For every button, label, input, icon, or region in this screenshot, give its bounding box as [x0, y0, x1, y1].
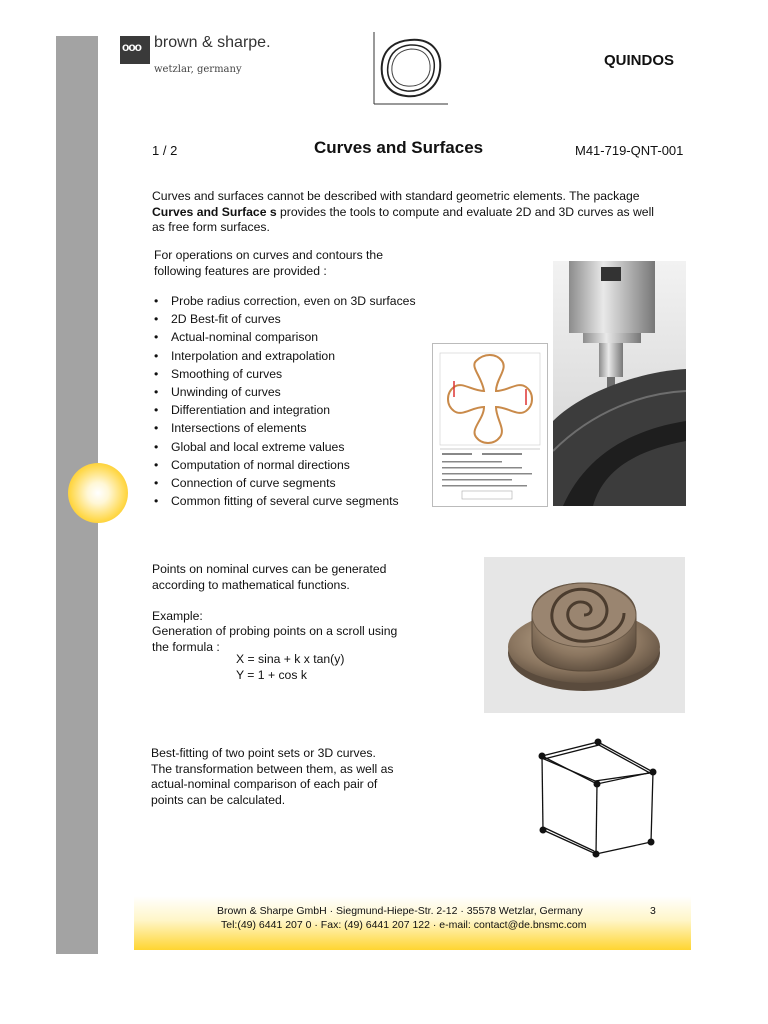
example-label: Example: — [152, 608, 203, 623]
list-item: • Connection of curve segments — [152, 474, 416, 492]
list-item: • Computation of normal directions — [152, 456, 416, 474]
list-item: • Interpolation and extrapolation — [152, 347, 416, 365]
intro-line-2-text: provides the tools to compute and evaluate 2D and 3D curves as well — [276, 204, 654, 219]
document-number: M41-719-QNT-001 — [575, 143, 684, 158]
bestfit-line-2: The transformation between them, as well as — [151, 761, 394, 776]
list-item: • Intersections of elements — [152, 419, 416, 437]
measurement-report-image — [432, 343, 548, 507]
list-item: • Global and local extreme values — [152, 438, 416, 456]
list-item: • Smoothing of curves — [152, 365, 416, 383]
list-item: • Probe radius correction, even on 3D surfaces — [152, 292, 416, 310]
features-lead-line-2: following features are provided : — [154, 263, 327, 278]
list-item: • 2D Best-fit of curves — [152, 310, 416, 328]
nominal-line-1: Points on nominal curves can be generated — [152, 562, 387, 576]
intro-line-3: as free form surfaces. — [152, 220, 270, 234]
package-name: Curves and Surface s — [152, 204, 277, 219]
company-name: brown & sharpe. — [154, 34, 271, 51]
glowing-orb-decoration — [68, 463, 128, 523]
footer-address: Brown & Sharpe GmbH · Siegmund-Hiepe-Str. 2-12 · 35578 Wetzlar, Germany — [217, 905, 583, 917]
intro-paragraph — [152, 189, 692, 236]
list-item: • Common fitting of several curve segments — [152, 492, 416, 510]
formula-x: X = sina + k x tan(y) — [236, 652, 345, 666]
list-item: • Unwinding of curves — [152, 383, 416, 401]
logo-mark-text: ooo — [122, 40, 141, 54]
company-location: wetzlar, germany — [154, 64, 242, 75]
probe-photo — [553, 261, 686, 506]
features-lead-line-1: For operations on curves and contours the — [154, 248, 383, 262]
bestfit-line-3: actual-nominal comparison of each pair of — [151, 777, 378, 791]
logo-mark — [120, 36, 150, 64]
list-item: • Actual-nominal comparison — [152, 328, 416, 346]
best-fit-text — [151, 746, 451, 808]
formula-block — [236, 652, 344, 683]
intro-line-2 — [152, 205, 692, 221]
nominal-line-3: Generation of probing points on a scroll using — [152, 624, 398, 638]
bestfit-line-1: Best-fitting of two point sets or 3D curves. — [151, 746, 376, 760]
nominal-line-4: the formula : — [152, 639, 220, 654]
intro-line-1: Curves and surfaces cannot be described with standard geometric elements. The package — [152, 189, 640, 203]
feature-list — [152, 292, 416, 510]
brand-name: QUINDOS — [604, 52, 675, 69]
footer-contact: Tel:(49) 6441 207 0 · Fax: (49) 6441 207 122 · e-mail: contact@de.bnsmc.com — [221, 919, 587, 931]
scroll-part-photo — [484, 557, 685, 713]
bestfit-line-4: points can be calculated. — [151, 792, 286, 807]
formula-y: Y = 1 + cos k — [236, 667, 307, 682]
features-lead — [154, 248, 454, 279]
page-title: Curves and Surfaces — [314, 138, 484, 157]
header-curve-plot-image — [370, 30, 450, 108]
footer-page-number: 3 — [650, 905, 656, 917]
page-indicator: 1 / 2 — [152, 143, 178, 158]
nominal-line-2: according to mathematical functions. — [152, 577, 350, 592]
list-item: • Differentiation and integration — [152, 401, 416, 419]
nominal-curves-text — [152, 562, 452, 655]
cube-point-set-diagram — [533, 734, 663, 858]
